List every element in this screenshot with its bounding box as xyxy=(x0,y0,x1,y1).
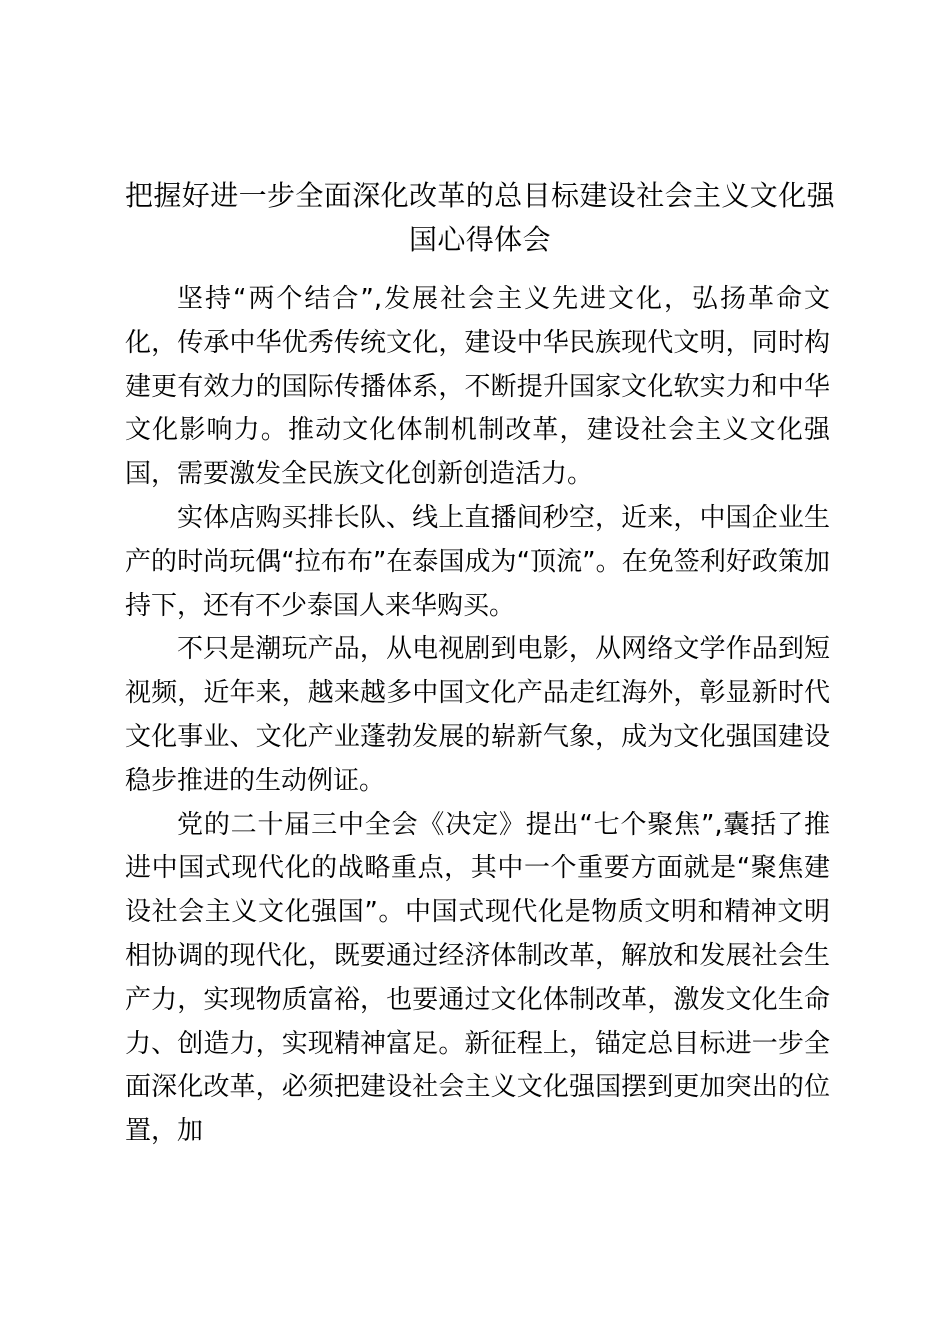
paragraph: 党的二十届三中全会《决定》提出“七个聚焦”,囊括了推进中国式现代化的战略重点，其中一个重要方面就是“聚焦建设社会主义文化强国”。中国式现代化是物质文明和精神文明相协调的现代化，既要通过经济体制改革，解放和发展社会生产力，实现物质富裕，也要通过文化体制改革，激发文化生命力、创造力，实现精神富足。新征程上，锚定总目标进一步全面深化改革，必须把建设社会主义文化强国摆到更加突出的位置，加 xyxy=(125,809,830,1147)
paragraph: 实体店购买排长队、线上直播间秒空，近来，中国企业生产的时尚玩偶“拉布布”在泰国成为“顶流”。在免签利好政策加持下，还有不少泰国人来华购买。 xyxy=(125,502,830,621)
paragraph: 坚持“两个结合”,发展社会主义先进文化，弘扬革命文化，传承中华优秀传统文化，建设中华民族现代文明，同时构建更有效力的国际传播体系，不断提升国家文化软实力和中华文化影响力。推动文化体制机制改革，建设社会主义文化强国，需要激发全民族文化创新创造活力。 xyxy=(125,284,830,490)
document-title: 把握好进一步全面深化改革的总目标建设社会主义文化强国心得体会 xyxy=(125,179,836,256)
document-body xyxy=(125,278,830,1154)
paragraph: 不只是潮玩产品，从电视剧到电影，从网络文学作品到短视频，近年来，越来越多中国文化产品走红海外，彰显新时代文化事业、文化产业蓬勃发展的崭新气象，成为文化强国建设稳步推进的生动例证。 xyxy=(125,634,830,796)
